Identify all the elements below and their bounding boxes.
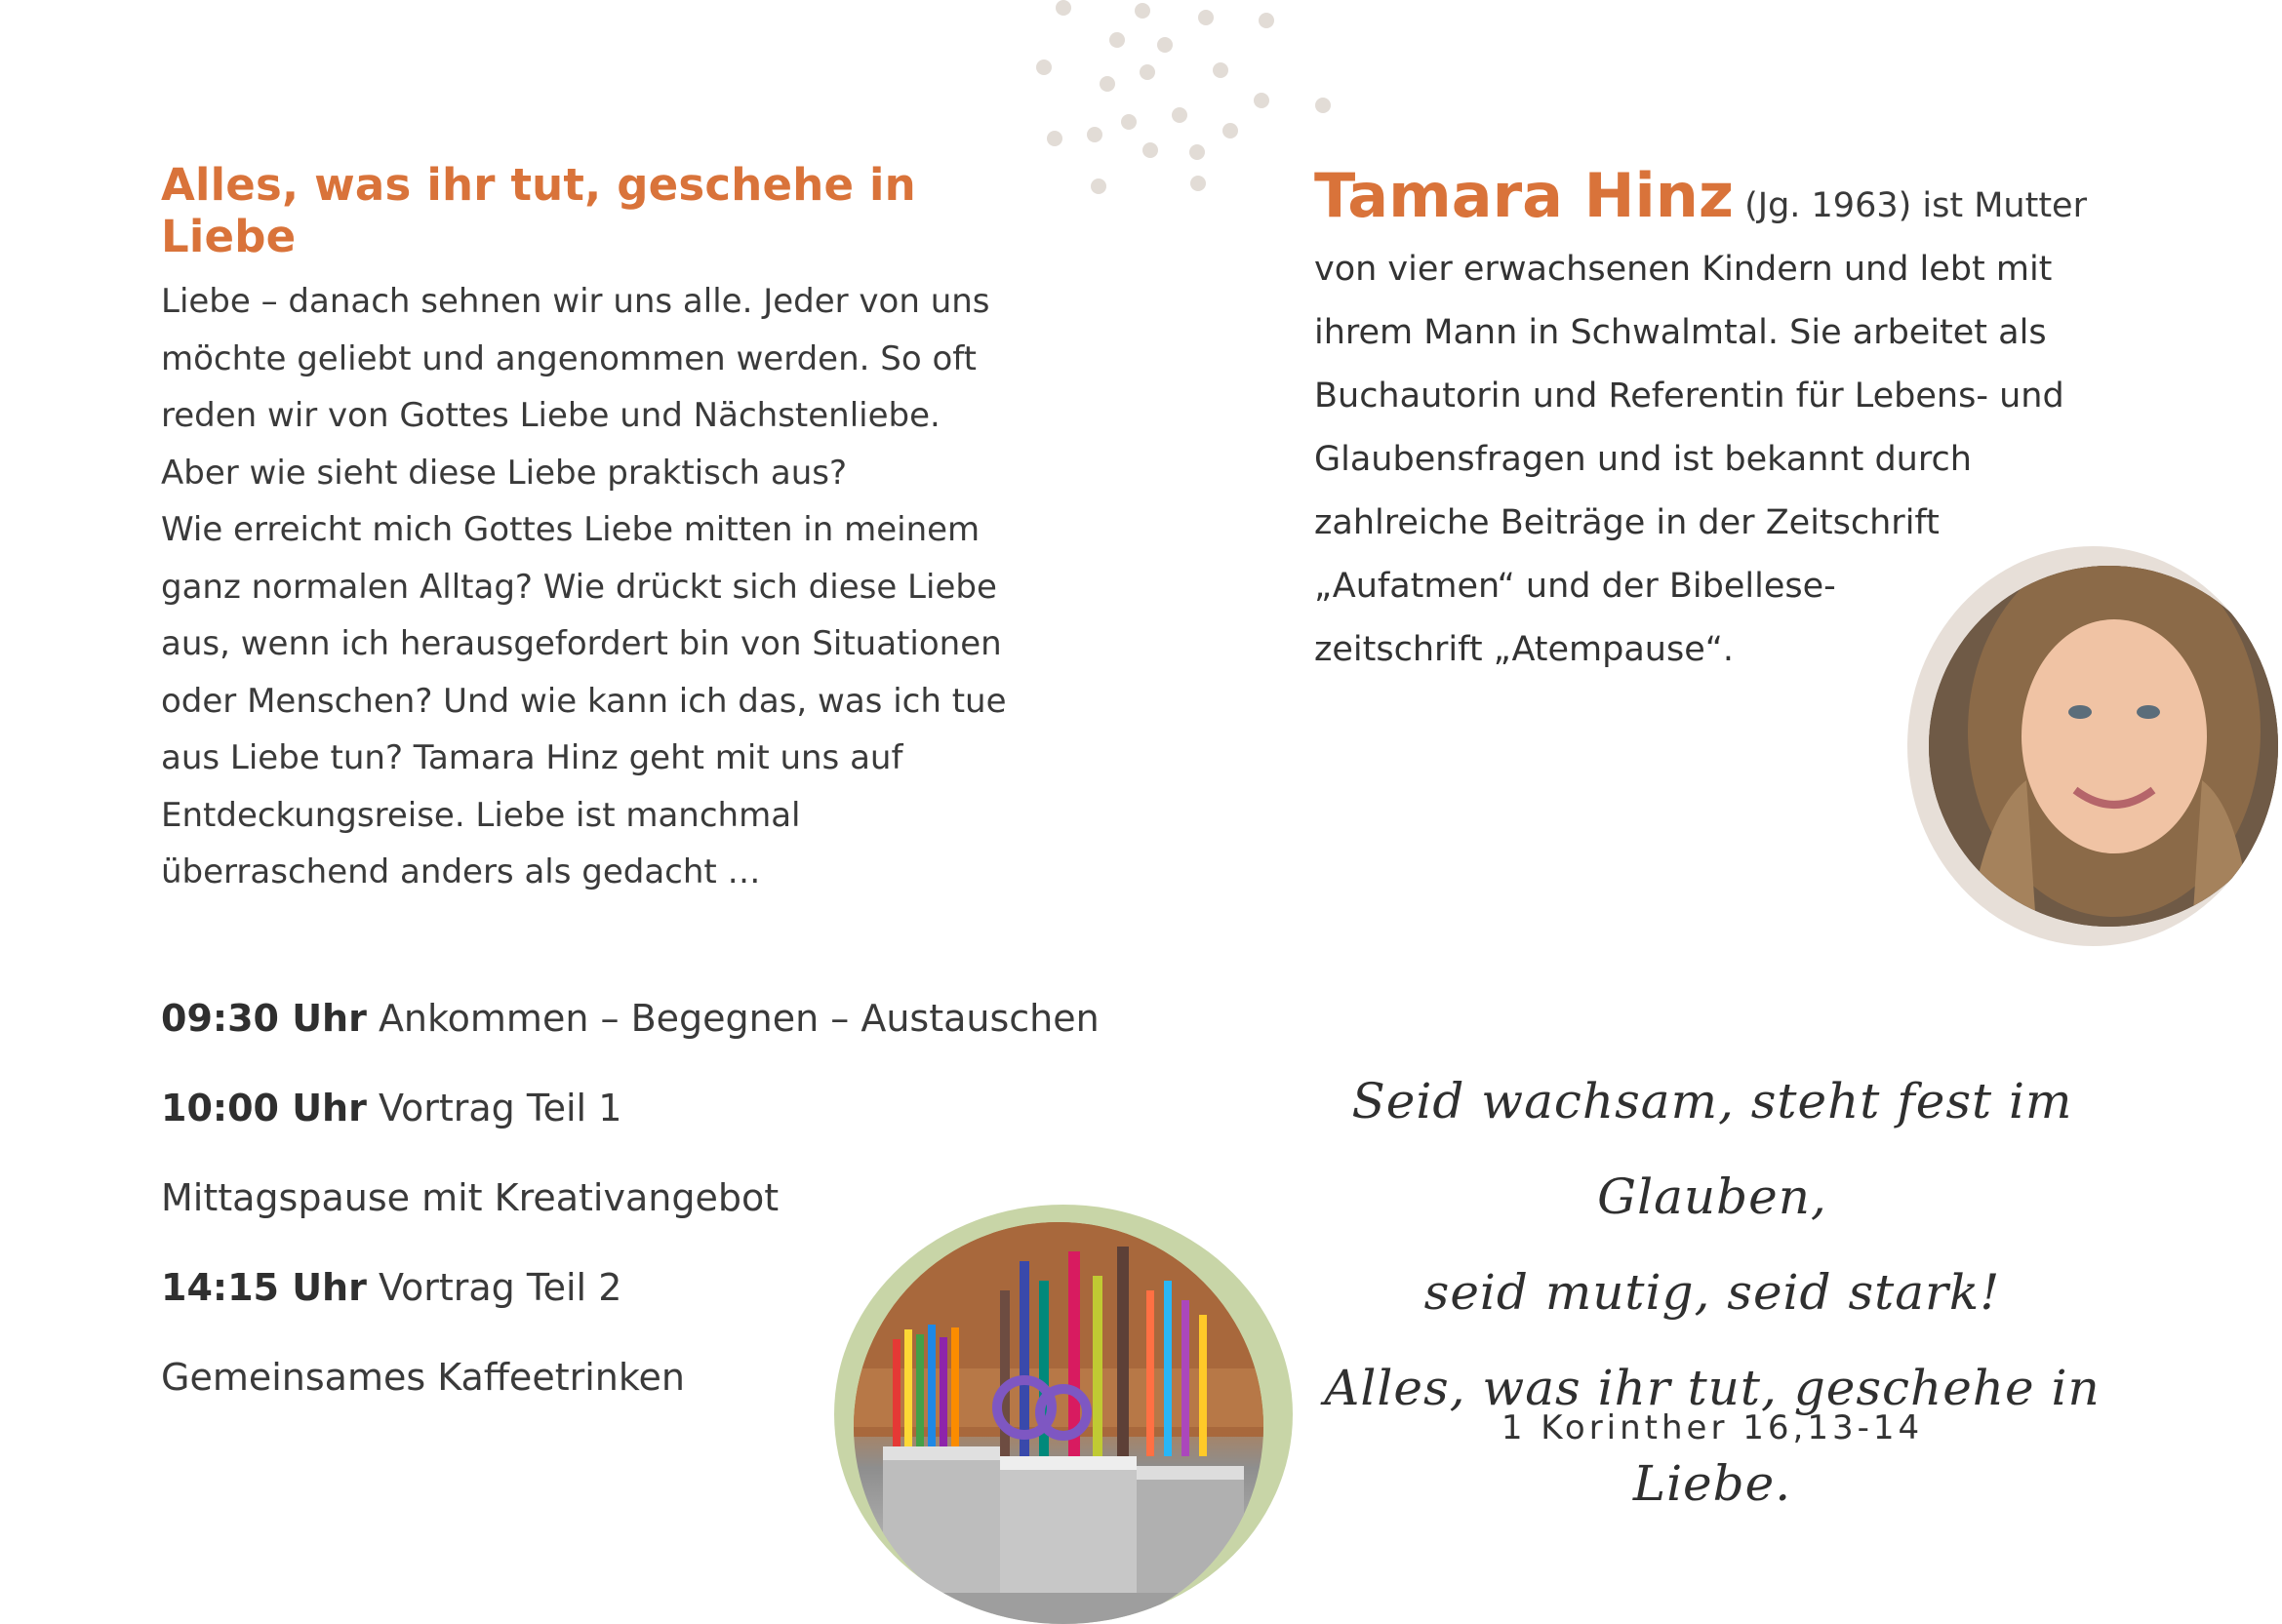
section-heading: Alles, was ihr tut, geschehe in Liebe xyxy=(161,159,916,262)
schedule-text: Mittagspause mit Kreativangebot xyxy=(161,1176,780,1219)
intro-line: ganz normalen Alltag? Wie drückt sich diese Liebe xyxy=(161,567,997,607)
schedule-time: 10:00 Uhr xyxy=(161,1087,367,1129)
bio-line: zahlreiche Beiträge in der Zeitschrift xyxy=(1314,503,1940,542)
schedule-item xyxy=(161,1087,1137,1176)
bible-quote xyxy=(1288,1053,2137,1531)
author-name: Tamara Hinz xyxy=(1314,160,1734,231)
quote-reference: 1 Korinther 16,13-14 xyxy=(1501,1408,1924,1447)
quote-line: Seid wachsam, steht fest im Glauben, xyxy=(1351,1073,2073,1225)
art-supplies-illustration xyxy=(854,1222,1263,1624)
schedule-text: Vortrag Teil 1 xyxy=(378,1087,622,1129)
bio-line: zeitschrift „Atempause“. xyxy=(1314,630,1735,669)
intro-line: oder Menschen? Und wie kann ich das, was ich tue xyxy=(161,681,1007,721)
bio-line: „Aufatmen“ und der Bibellese- xyxy=(1314,567,1836,606)
schedule-text: Vortrag Teil 2 xyxy=(378,1266,622,1309)
intro-line: reden wir von Gottes Liebe und Nächstenliebe. xyxy=(161,396,941,435)
art-supplies-photo-frame xyxy=(834,1205,1293,1624)
bio-line: Buchautorin und Referentin für Lebens- und xyxy=(1314,376,2064,416)
bio-first-rest: ist Mutter xyxy=(1922,186,2087,225)
intro-line: möchte geliebt und angenommen werden. So oft xyxy=(161,338,977,378)
author-year: (Jg. 1963) xyxy=(1744,186,1912,225)
intro-line: aus, wenn ich herausgefordert bin von Situationen xyxy=(161,624,1002,663)
author-portrait-frame xyxy=(1907,546,2278,946)
schedule-time: 09:30 Uhr xyxy=(161,997,367,1040)
schedule-text: Ankommen – Begegnen – Austauschen xyxy=(378,997,1100,1040)
author-portrait xyxy=(1929,566,2278,927)
intro-line: Aber wie sieht diese Liebe praktisch aus? xyxy=(161,453,848,493)
bio-line: von vier erwachsenen Kindern und lebt mit xyxy=(1314,250,2053,289)
intro-line: überraschend anders als gedacht … xyxy=(161,852,761,891)
intro-line: Wie erreicht mich Gottes Liebe mitten in meinem xyxy=(161,510,981,549)
schedule-text: Gemeinsames Kaffeetrinken xyxy=(161,1356,685,1399)
bio-line: ihrem Mann in Schwalmtal. Sie arbeitet als xyxy=(1314,313,2047,352)
quote-line: Alles, was ihr tut, geschehe in Liebe. xyxy=(1324,1360,2101,1512)
intro-line: aus Liebe tun? Tamara Hinz geht mit uns auf xyxy=(161,738,903,777)
bio-first-line xyxy=(1314,160,2143,238)
schedule-item xyxy=(161,997,1137,1087)
portrait-illustration xyxy=(1929,566,2278,927)
art-supplies-photo xyxy=(854,1222,1263,1624)
intro-line: Entdeckungsreise. Liebe ist manchmal xyxy=(161,795,801,835)
schedule-time: 14:15 Uhr xyxy=(161,1266,367,1309)
bio-line: Glaubensfragen und ist bekannt durch xyxy=(1314,440,1972,479)
intro-text xyxy=(161,273,1020,901)
quote-line: seid mutig, seid stark! xyxy=(1423,1264,2001,1321)
intro-line: Liebe – danach sehnen wir uns alle. Jeder von uns xyxy=(161,282,990,321)
